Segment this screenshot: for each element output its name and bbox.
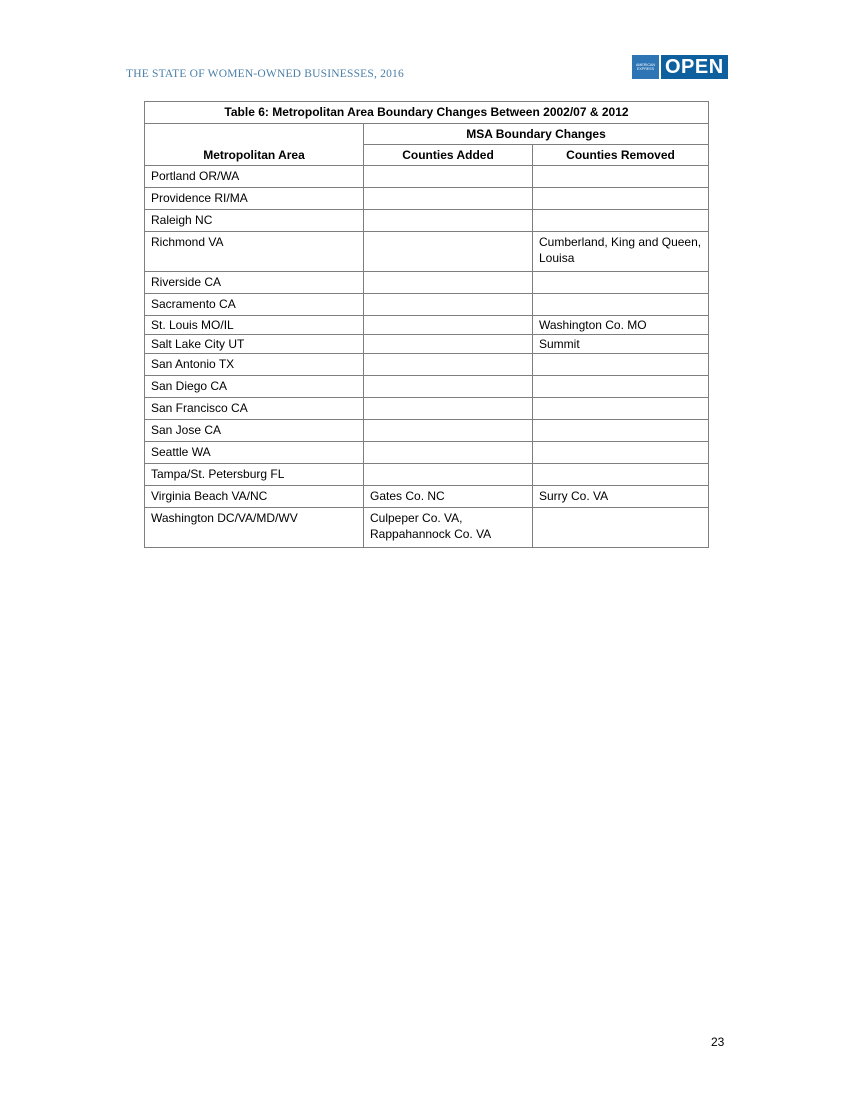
table-row xyxy=(145,376,709,398)
boundary-changes-table xyxy=(144,101,709,548)
table-row xyxy=(145,272,709,294)
column-header-counties-added: Counties Added xyxy=(364,145,533,166)
cell-area: St. Louis MO/IL xyxy=(145,316,364,335)
cell-area: Virginia Beach VA/NC xyxy=(145,486,364,508)
cell-added xyxy=(364,354,533,376)
cell-area: Seattle WA xyxy=(145,442,364,464)
cell-area: Tampa/St. Petersburg FL xyxy=(145,464,364,486)
cell-removed xyxy=(533,508,709,548)
table-row xyxy=(145,232,709,272)
cell-area: San Diego CA xyxy=(145,376,364,398)
cell-removed xyxy=(533,398,709,420)
cell-added xyxy=(364,442,533,464)
table-row xyxy=(145,210,709,232)
cell-added xyxy=(364,272,533,294)
cell-added xyxy=(364,335,533,354)
cell-removed xyxy=(533,166,709,188)
table-row xyxy=(145,294,709,316)
cell-area: Providence RI/MA xyxy=(145,188,364,210)
table-row xyxy=(145,508,709,548)
cell-area: San Antonio TX xyxy=(145,354,364,376)
cell-removed xyxy=(533,210,709,232)
column-header-metropolitan-area: Metropolitan Area xyxy=(145,124,364,166)
table-row xyxy=(145,486,709,508)
cell-removed xyxy=(533,294,709,316)
cell-removed xyxy=(533,272,709,294)
table-row xyxy=(145,420,709,442)
cell-added xyxy=(364,464,533,486)
cell-removed: Washington Co. MO xyxy=(533,316,709,335)
table-row xyxy=(145,335,709,354)
cell-area: San Francisco CA xyxy=(145,398,364,420)
cell-area: Salt Lake City UT xyxy=(145,335,364,354)
cell-added xyxy=(364,210,533,232)
cell-added xyxy=(364,166,533,188)
cell-added: Gates Co. NC xyxy=(364,486,533,508)
cell-area: Washington DC/VA/MD/WV xyxy=(145,508,364,548)
cell-removed xyxy=(533,464,709,486)
cell-added xyxy=(364,316,533,335)
amex-card-icon: AMERICAN EXPRESS xyxy=(632,55,659,79)
cell-added: Culpeper Co. VA, Rappahannock Co. VA xyxy=(364,508,533,548)
cell-area: Richmond VA xyxy=(145,232,364,272)
cell-added xyxy=(364,232,533,272)
table-row xyxy=(145,316,709,335)
cell-removed xyxy=(533,354,709,376)
cell-added xyxy=(364,188,533,210)
cell-removed xyxy=(533,442,709,464)
table-row xyxy=(145,398,709,420)
cell-area: San Jose CA xyxy=(145,420,364,442)
group-header-msa-changes: MSA Boundary Changes xyxy=(364,124,709,145)
table-caption: Table 6: Metropolitan Area Boundary Changes Between 2002/07 & 2012 xyxy=(145,102,709,124)
page-number: 23 xyxy=(711,1035,725,1049)
cell-removed: Cumberland, King and Queen, Louisa xyxy=(533,232,709,272)
cell-removed xyxy=(533,188,709,210)
cell-area: Sacramento CA xyxy=(145,294,364,316)
table-row xyxy=(145,166,709,188)
table-row xyxy=(145,442,709,464)
table-row xyxy=(145,464,709,486)
cell-added xyxy=(364,294,533,316)
cell-removed: Summit xyxy=(533,335,709,354)
table-row xyxy=(145,354,709,376)
cell-added xyxy=(364,376,533,398)
cell-added xyxy=(364,420,533,442)
table-row xyxy=(145,188,709,210)
cell-area: Portland OR/WA xyxy=(145,166,364,188)
cell-area: Raleigh NC xyxy=(145,210,364,232)
cell-area: Riverside CA xyxy=(145,272,364,294)
open-logo-text: OPEN xyxy=(661,55,728,79)
cell-removed xyxy=(533,376,709,398)
column-header-counties-removed: Counties Removed xyxy=(533,145,709,166)
document-header-title: THE STATE OF WOMEN-OWNED BUSINESSES, 2016 xyxy=(126,68,404,80)
cell-added xyxy=(364,398,533,420)
cell-removed: Surry Co. VA xyxy=(533,486,709,508)
amex-open-logo xyxy=(632,55,728,79)
cell-removed xyxy=(533,420,709,442)
